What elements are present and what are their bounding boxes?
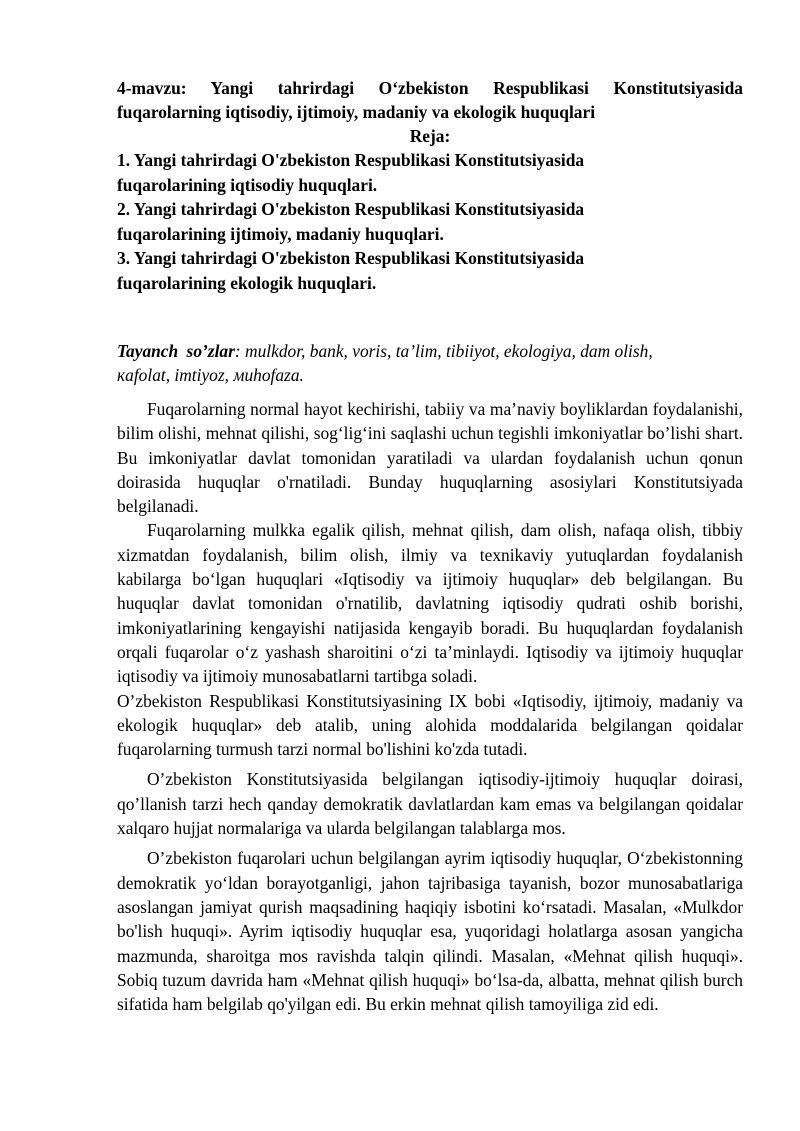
keywords-text: : mulkdor, bank, voris, ta’lim, tibiiyot, ekologiya, dam olish, кafolat, imtiyoz, мuhofaza. [117,341,653,385]
paragraph: Fuqarolarning normal hayot kechirishi, tabiiy va ma’naviy boyliklardan foydalanishi, bilim olishi, mehnat qilishi, sog‘lig‘ini saqlashi uchun tegishli imkoniyatlar bo’lishi shart. Bu imkoniyatlar davlat tomonidan yaratiladi va ulardan foydalanish uchun qonun doirasida huquqlar o'rnatiladi. Bunday huquqlarning asosiylari Konstitutsiyada belgilanadi. [117,399,743,517]
paragraph: O’zbekiston Respublikasi Konstitutsiyasining IX bobi «Iqtisodiy, ijtimoiy, madaniy va ekologik huquqlar» deb atalib, uning alohida moddalarida belgilangan qoidalar fuqarolarning turmush tarzi normal bo'lishini ko'zda tutadi. [117,690,743,760]
plan-item: 3. Yangi tahrirdagi O'zbekiston Respublikasi Konstitutsiyasida fuqarolarining ekologik huquqlari. [117,248,585,293]
document-page [117,76,743,1016]
keywords-label: Tayanch so’zlar [117,341,235,361]
paragraph: Fuqarolarning mulkka egalik qilish, mehnat qilish, dam olish, nafaqa olish, tibbiy xizmatdan foydalanish, bilim olish, ilmiy va texnikaviy yutuqlardan foydalanish kabilarga bo‘lgan huquqlari «Iqtisodiy va ijtimoiy huquqlar» deb belgilangan. Bu huquqlar davlat tomonidan o'rnatilib, davlatning iqtisodiy qudrati oshib borishi, imkoniyatlarining kengayishi natijasida kengayib boradi. Bu huquqlardan foydalanish orqali fuqarolar o‘z yashash sharoitini o‘zi ta’minlaydi. Iqtisodiy va ijtimoiy huquqlar iqtisodiy va ijtimoiy munosabatlarni tartibga soladi. [117,520,743,687]
keywords [117,339,743,387]
document-title: 4-mavzu: Yangi tahrirdagi O‘zbekiston Respublikasi Konstitutsiyasida fuqarolarning iqtisodiy, ijtimoiy, madaniy va ekologik huquqlari [117,78,743,122]
paragraph: O’zbekiston fuqarolari uchun belgilangan ayrim iqtisodiy huquqlar, O‘zbekistonning demokratik yo‘ldan borayotganligi, jahon tajribasiga tayanish, bozor munosabatlariga asoslangan jamiyat qurish maqsadining haqiqiy isbotini ko‘rsatadi. Masalan, «Mulkdor bo'lish huquqi». Ayrim iqtisodiy huquqlar esa, yuqoridagi holatlarga asosan yangicha mazmunda, sharoitga mos ravishda talqin qilindi. Masalan, «Mehnat qilish huquqi». Sobiq tuzum davrida ham «Mehnat qilish huquqi» bo‘lsa-da, albatta, mehnat qilish burch sifatida ham belgilab qo'yilgan edi. Bu erkin mehnat qilish tamoyiliga zid edi. [117,848,743,1015]
plan-heading: Reja: [409,126,451,146]
paragraph: O’zbekiston Konstitutsiyasida belgilangan iqtisodiy-ijtimoiy huquqlar doirasi, qo’llanish tarzi hech qanday demokratik davlatlardan kam emas va belgilangan qoidalar xalqaro hujjat normalariga va ularda belgilangan talablarga mos. [117,769,743,839]
plan-item: 1. Yangi tahrirdagi O'zbekiston Respublikasi Konstitutsiyasida fuqarolarining iqtisodiy huquqlari. [117,150,585,195]
body-text [117,397,743,1016]
plan-list [117,148,743,295]
plan-item: 2. Yangi tahrirdagi O'zbekiston Respublikasi Konstitutsiyasida fuqarolarining ijtimoiy, madaniy huquqlari. [117,199,585,244]
